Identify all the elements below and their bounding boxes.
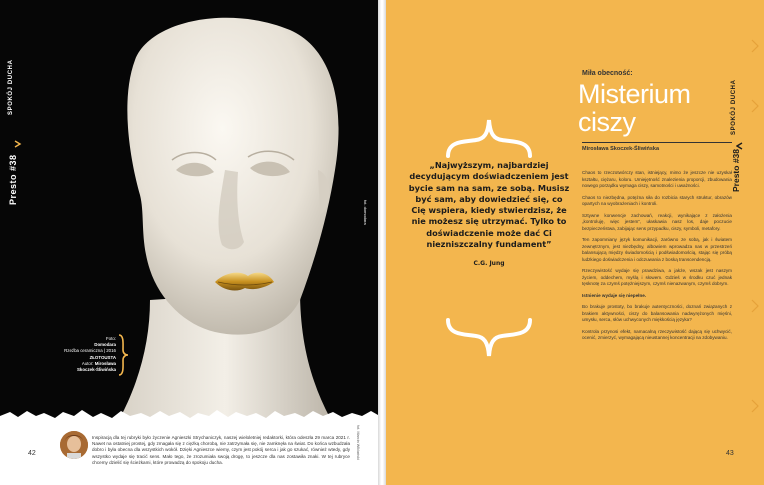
page-title: Misterium ciszy xyxy=(578,79,691,137)
issue-label: Presto #38 xyxy=(731,149,741,192)
photo-credit: fot. domodara xyxy=(363,200,368,225)
sculpture-illustration xyxy=(0,0,378,418)
section-label: SPOKÓJ DUCHA xyxy=(731,79,737,135)
bottom-credit: fot. Marcin Wiklański xyxy=(356,425,360,460)
body-paragraph: Chaos to niezbędna, potężna siła do rozbicia starych struktur, obrazów opartych na wyobrażeniach i kontroli. xyxy=(582,194,732,206)
caption-brace-icon xyxy=(117,334,129,376)
chevron-left-icon xyxy=(736,142,744,150)
caption-line: ZŁOTOUSTA xyxy=(89,354,116,360)
caption-line: Skoczek-Śliwińska xyxy=(76,367,116,373)
caption-line: Autor: Mirosława xyxy=(81,360,116,366)
body-paragraph: Chaos to rzeczotwórczy stan, istniejący, mimo że jeszcze nie uzyskał kształtu, ciężaru, koloru. Umiejętność znalezienia proporcji, zbudowania nowego porządku wymaga ciszy, samotności i uważności. xyxy=(582,170,732,188)
left-page xyxy=(0,0,378,485)
kicker: Miła obecność: xyxy=(582,70,633,77)
quote-attribution: C.G. Jung xyxy=(473,260,505,268)
section-label: SPOKÓJ DUCHA xyxy=(8,59,14,115)
body-paragraph-bold: Istnienie wydaje się niepełne. xyxy=(582,292,647,298)
author-divider xyxy=(582,142,732,143)
edge-chevron-pattern xyxy=(750,0,764,485)
issue-label: Presto #38 xyxy=(8,154,18,205)
article-body xyxy=(582,170,732,347)
caption-line: Rzeźba ceramiczna | 2016 xyxy=(64,348,116,354)
author-name: Mirosława Skoczek-Śliwińska xyxy=(582,146,660,152)
pull-quote xyxy=(408,160,570,267)
right-page xyxy=(386,0,764,485)
brace-top-icon xyxy=(446,118,532,158)
torn-paper-edge xyxy=(0,404,378,418)
photo-caption xyxy=(64,336,116,373)
chevron-right-icon xyxy=(14,140,22,148)
body-paragraph: Sztywne konwencje zachowań, reakcji, wynikające z założenia „kontroluję, więc jestem”, ułaskawia nasz los, daje poczucie bezpieczeństwa, zabijając sens przypadku, ciszy, symboli, metafory. xyxy=(582,212,732,231)
quote-text: „Najwyższym, najbardziej decydującym doświadczeniem jest bycie sam na sam, ze sobą. Musisz być sam, aby dowiedzieć się, co Cię wspiera, kiedy stwierdzisz, że nie możesz się utrzymać. Tylko to doświadczenie może dać Ci niezniszczalny fundament” xyxy=(408,160,570,250)
body-paragraph: Ten zapomniany język komunikacji, zarówno ze sobą, jak i światem zewnętrznym, jest niezbędny, albowiem wprowadza nas w przestrzeń balansującą między świadomością i podświadomością, stając się próbą ludzkiego doświadczenia i odczuwania z boską transcendencją. xyxy=(582,237,732,262)
caption-line: Domodara xyxy=(94,342,116,348)
sculpture-photo xyxy=(0,0,378,418)
spread-gutter xyxy=(378,0,386,485)
avatar xyxy=(60,431,88,459)
page-number: 43 xyxy=(726,450,734,457)
body-paragraph: Rzeczywistość wydaje się prawdziwa, a jakże, wszak jest naszym życiem, oddechem, myślą i słowem. Gdzieś w środku czuć jednak tęsknotę za czymś potężniejszym, czymś nienazwanym, czymś dobrym. xyxy=(582,268,732,286)
bio-text: Inspiracją dla tej rubryki było życzenie Agnieszki Strychaniczyk, naszej wieloletniej redaktorki, która odeszła 29 marca 2021 r. Nawet na ostatniej prostej, gdy zmagała się z ciężką chorobą, nie zatrzymała się, nie zamknęła na świat. Do końca wzbudzała dobro i była obecna dla wszystkich wokół. Dzięki Agnieszce wiemy, czym jest pokój serca i jak go szukać, również wtedy, gdy wszystko wydaje się tracić sens. Mało tego, że zrozumiała swoją drogę, to jeszcze dla nas zostawiła znaki. W tej rubryce chcemy dzielić się ścieżkami, które prowadzą do spokoju ducha. xyxy=(92,435,350,465)
body-paragraph: Bo brakuje prostoty, bo brakuje autentyczności, doznań związanych z brakiem aktywności, ciszy do balansowania nadwyrężonych mięśni, umysłu, serca, słów uchwyconych miękkością języka? xyxy=(582,304,732,322)
brace-bottom-icon xyxy=(446,318,532,358)
page-number: 42 xyxy=(28,450,36,457)
caption-line: Foto: xyxy=(105,336,116,341)
body-paragraph: Kontrola przynosi efekt, namacalną rzeczywistość dającą się uchwycić, ocenić, zmierzyć, wymagającą nieustannej koncentracji na zdobywaniu. xyxy=(582,328,732,340)
